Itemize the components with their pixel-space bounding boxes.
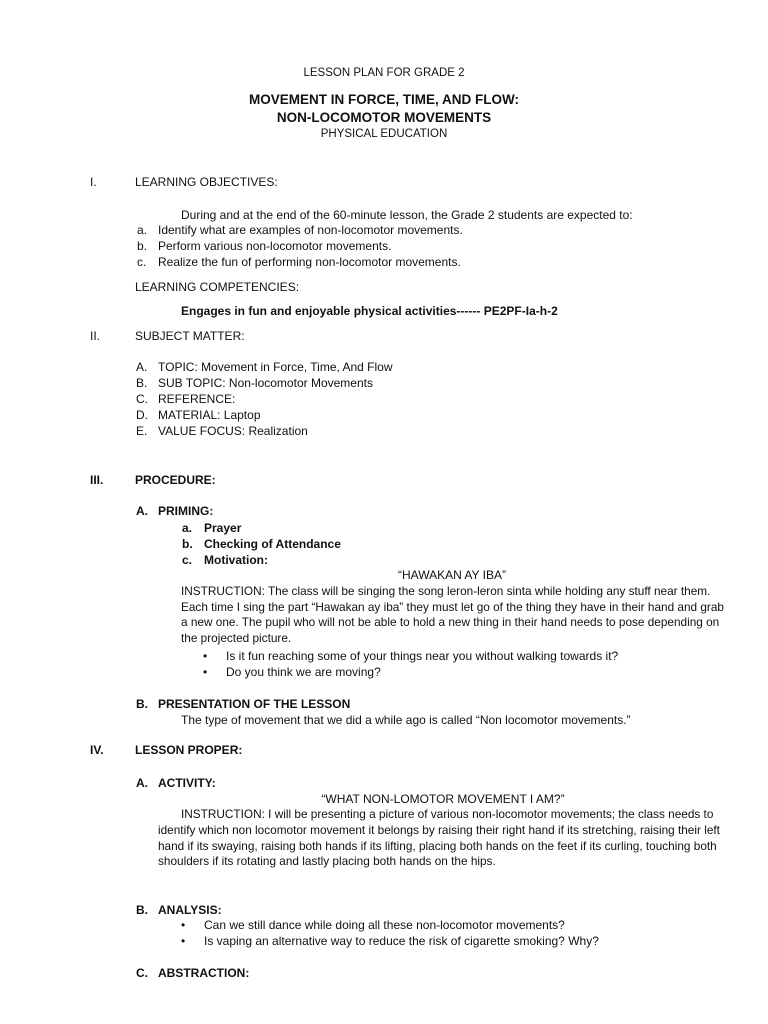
subject-marker: A. (136, 360, 148, 374)
competency-description: Engages in fun and enjoyable physical activities (181, 304, 457, 318)
lesson-plan-label: LESSON PLAN FOR GRADE 2 (303, 67, 465, 79)
activity-marker: A. (136, 776, 148, 790)
subject-item: REFERENCE: (158, 392, 236, 406)
motivation-instruction: INSTRUCTION: The class will be singing the song leron-leron sinta while holding any stuff near them. Each time I sing the part “Hawakan ay iba” they must let go of the thing they have in their hand and grab a new one. The pupil who will not be able to hold a new thing in their hand needs to pose depending on the projected picture. (181, 584, 724, 645)
game-title: “HAWAKAN AY IBA” (397, 568, 507, 582)
abstraction-heading: ABSTRACTION: (158, 966, 250, 980)
analysis-question: Can we still dance while doing all these non-locomotor movements? (204, 918, 565, 932)
priming-item: Prayer (204, 521, 242, 535)
title-line-1: MOVEMENT IN FORCE, TIME, AND FLOW: (249, 92, 519, 107)
objective-marker: b. (137, 239, 148, 253)
objective-item: Identify what are examples of non-locomotor movements. (158, 223, 463, 237)
priming-item-marker: a. (182, 521, 193, 535)
section-1-number: I. (90, 175, 97, 189)
section-1-heading: LEARNING OBJECTIVES: (135, 175, 278, 189)
presentation-marker: B. (136, 697, 148, 711)
section-3-number: III. (90, 473, 104, 487)
objective-marker: a. (137, 223, 148, 237)
subject-marker: E. (136, 424, 148, 438)
analysis-question: Is vaping an alternative way to reduce the risk of cigarette smoking? Why? (204, 934, 599, 948)
competencies-heading: LEARNING COMPETENCIES: (135, 280, 300, 294)
subject-label: PHYSICAL EDUCATION (320, 128, 448, 140)
section-2-number: II. (90, 329, 101, 343)
abstraction-marker: C. (136, 966, 148, 980)
bullet-icon: • (203, 665, 208, 679)
activity-heading: ACTIVITY: (158, 776, 216, 790)
bullet-icon: • (181, 934, 186, 948)
subject-marker: D. (136, 408, 148, 422)
subject-item: TOPIC: Movement in Force, Time, And Flow (158, 360, 393, 374)
presentation-heading: PRESENTATION OF THE LESSON (158, 697, 351, 711)
priming-item: Motivation: (204, 553, 268, 567)
objective-item: Realize the fun of performing non-locomotor movements. (158, 255, 461, 269)
objectives-intro: During and at the end of the 60-minute lesson, the Grade 2 students are expected to: (181, 208, 633, 222)
motivation-question: Do you think we are moving? (226, 665, 381, 679)
activity-instruction: INSTRUCTION: I will be presenting a picture of various non-locomotor movements; the class needs to identify which non locomotor movement it belongs by raising their right hand if its stretching, raising their left hand if its swaying, raising both hands if its lifting, placing both hands on the feet if its curling, touching both shoulders if its rotating and lastly placing both hands on the hips. (158, 807, 720, 869)
analysis-marker: B. (136, 903, 148, 917)
priming-item-marker: b. (182, 537, 193, 551)
objective-item: Perform various non-locomotor movements. (158, 239, 392, 253)
section-3-heading: PROCEDURE: (135, 473, 216, 487)
subject-item: VALUE FOCUS: Realization (158, 424, 308, 438)
priming-marker: A. (136, 504, 148, 518)
section-4-number: IV. (90, 743, 104, 757)
activity-title: “WHAT NON-LOMOTOR MOVEMENT I AM?” (321, 792, 565, 806)
section-4-heading: LESSON PROPER: (135, 743, 243, 757)
bullet-icon: • (203, 649, 208, 663)
subject-marker: C. (136, 392, 148, 406)
objective-marker: c. (137, 255, 147, 269)
priming-item: Checking of Attendance (204, 537, 341, 551)
subject-item: MATERIAL: Laptop (158, 408, 261, 422)
section-2-heading: SUBJECT MATTER: (135, 329, 245, 343)
competency-code: ------ PE2PF-Ia-h-2 (456, 304, 558, 318)
motivation-question: Is it fun reaching some of your things near you without walking towards it? (226, 649, 619, 663)
subject-marker: B. (136, 376, 148, 390)
title-line-2: NON-LOCOMOTOR MOVEMENTS (276, 110, 492, 125)
priming-item-marker: c. (182, 553, 193, 567)
subject-item: SUB TOPIC: Non-locomotor Movements (158, 376, 373, 390)
competency-text (181, 304, 558, 319)
priming-heading: PRIMING: (158, 504, 214, 518)
presentation-text: The type of movement that we did a while ago is called “Non locomotor movements.” (181, 713, 631, 727)
bullet-icon: • (181, 918, 186, 932)
analysis-heading: ANALYSIS: (158, 903, 222, 917)
